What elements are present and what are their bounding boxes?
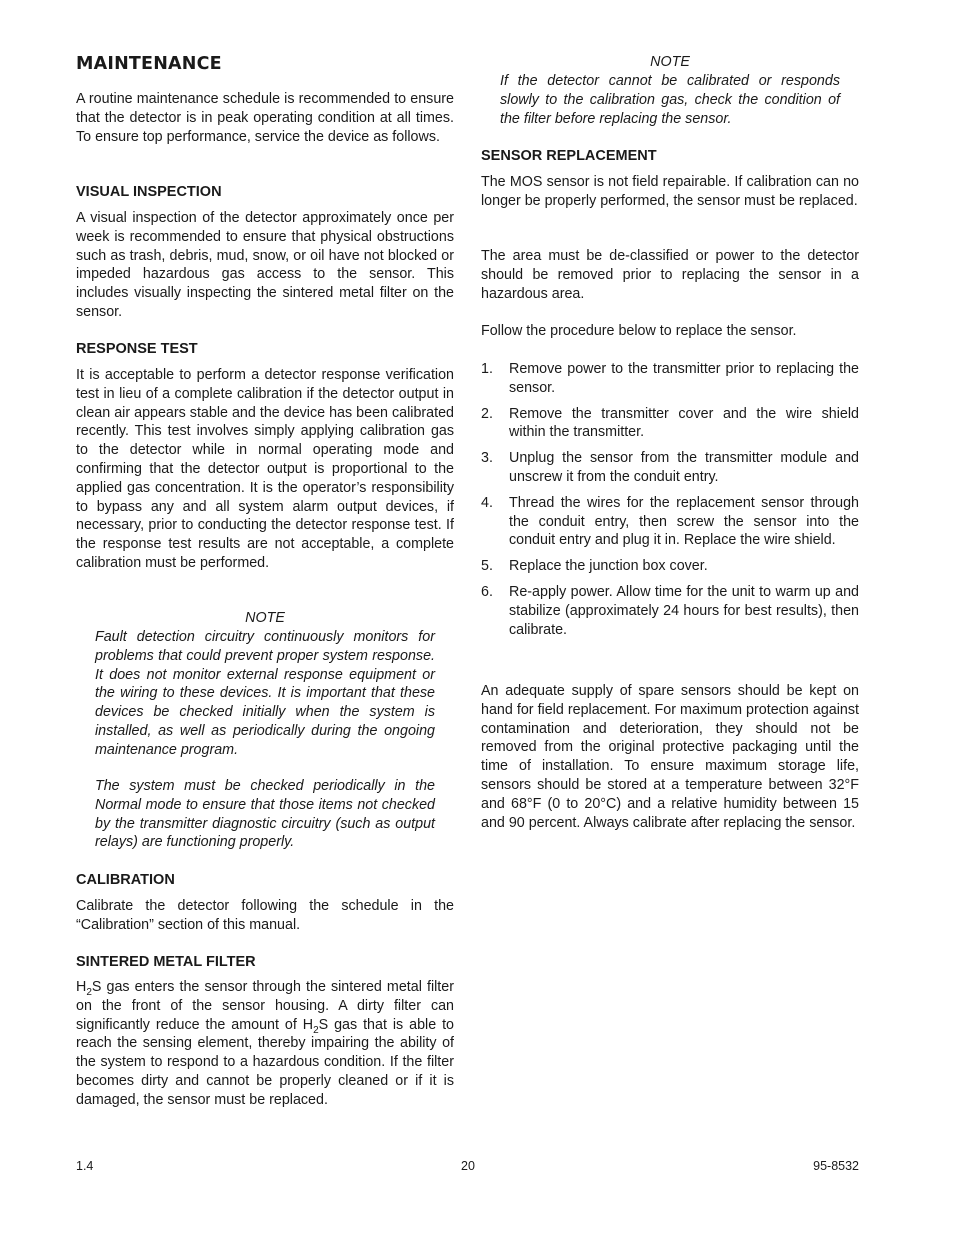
- list-item: 5. Replace the junction box cover.: [481, 558, 708, 575]
- note-paragraph: The system must be checked periodically in the Normal mode to ensure that those items not checked by the transmitter diagnostic circuitry (such as output relays) are functioning properly.: [95, 778, 435, 851]
- maintenance-paragraph: A routine maintenance schedule is recommended to ensure that the detector is in peak operating condition at all times. To ensure top performance, service the device as follows.: [76, 91, 454, 145]
- sintered-metal-filter-heading: SINTERED METAL FILTER: [76, 954, 256, 970]
- footer-revision: 1.4: [76, 1159, 94, 1173]
- document-number: 95-8532: [813, 1159, 859, 1173]
- list-item: 6. Re-apply power. Allow time for the unit to warm up and stabilize (approximately 24 hours for best results), then calibrate.: [481, 583, 859, 638]
- response-test-heading: RESPONSE TEST: [76, 341, 198, 357]
- list-item: 1. Remove power to the transmitter prior to replacing the sensor.: [481, 361, 859, 396]
- note-title: NOTE: [650, 54, 690, 70]
- sensor-replacement-heading: SENSOR REPLACEMENT: [481, 148, 657, 164]
- sintered-metal-filter-paragraph: $H_2S$ gas enters the sensor through the sintered metal filter on the front of the sensor housing. A dirty filter can significantly reduce the amount of $H_2S$ gas that is able to reach the sensing element, thereby impairing the ability of the system to respond to a hazardous condition. If the filter becomes dirty and cannot be properly cleaned or if it is damaged, the sensor must be replaced.: [76, 979, 454, 1108]
- visual-inspection-paragraph: A visual inspection of the detector approximately once per week is recommended to ensure that physical obstructions such as trash, debris, mud, snow, or oil have not blocked or impeded hazardous gas access to the sensor. This includes visually inspecting the sintered metal filter on the sensor.: [76, 210, 454, 320]
- sensor-replacement-paragraph: The MOS sensor is not field repairable. If calibration can no longer be properly performed, the sensor must be replaced.: [481, 174, 859, 209]
- visual-inspection-heading: VISUAL INSPECTION: [76, 184, 222, 200]
- page-number: 20: [461, 1159, 475, 1173]
- maintenance-heading: MAINTENANCE: [76, 54, 222, 74]
- note-title: NOTE: [245, 610, 285, 626]
- sensor-replacement-paragraph: Follow the procedure below to replace the sensor.: [481, 323, 797, 339]
- sensor-replacement-paragraph: The area must be de-classified or power to the detector should be removed prior to replacing the sensor in a hazardous area.: [481, 248, 859, 302]
- note-paragraph: If the detector cannot be calibrated or responds slowly to the calibration gas, check the condition of the filter before replacing the sensor.: [500, 73, 840, 127]
- note-paragraph: Fault detection circuitry continuously monitors for problems that could prevent proper system response. It does not monitor external response equipment or the wiring to these devices. It is important that these devices be checked initially when the system is installed, as well as periodically during the ongoing maintenance program.: [95, 629, 435, 758]
- spare-sensors-paragraph: An adequate supply of spare sensors should be kept on hand for field replacement. For maximum protection against contamination and deterioration, they should not be removed from the original protective packaging until the time of installation. To ensure maximum storage life, sensors should be stored at a temperature between 32°F and 68°F (0 to 20°C) and a relative humidity between 15 and 90 percent. Always calibrate after replacing the sensor.: [481, 683, 859, 831]
- replacement-steps-list: [481, 360, 859, 646]
- response-test-paragraph: It is acceptable to perform a detector response verification test in lieu of a complete calibration if the detector output in clean air appears stable and the device has been calibrated recently. This test involves simply applying calibration gas to the detector while in normal operating mode and confirming that the detector output is proportional to the applied gas concentration. It is the operator’s responsibility to bypass any and all system alarm output devices, if necessary, prior to conducting the detector response test. If the response test results are not acceptable, a complete calibration must be performed.: [76, 367, 454, 571]
- calibration-paragraph: Calibrate the detector following the schedule in the “Calibration” section of this manual.: [76, 898, 454, 933]
- list-item: 3. Unplug the sensor from the transmitter module and unscrew it from the conduit entry.: [481, 450, 859, 485]
- list-item: 2. Remove the transmitter cover and the wire shield within the transmitter.: [481, 405, 859, 441]
- calibration-heading: CALIBRATION: [76, 872, 175, 888]
- list-item: 4. Thread the wires for the replacement sensor through the conduit entry, then screw the sensor into the conduit entry and plug it in. Replace the wire shield.: [481, 494, 859, 549]
